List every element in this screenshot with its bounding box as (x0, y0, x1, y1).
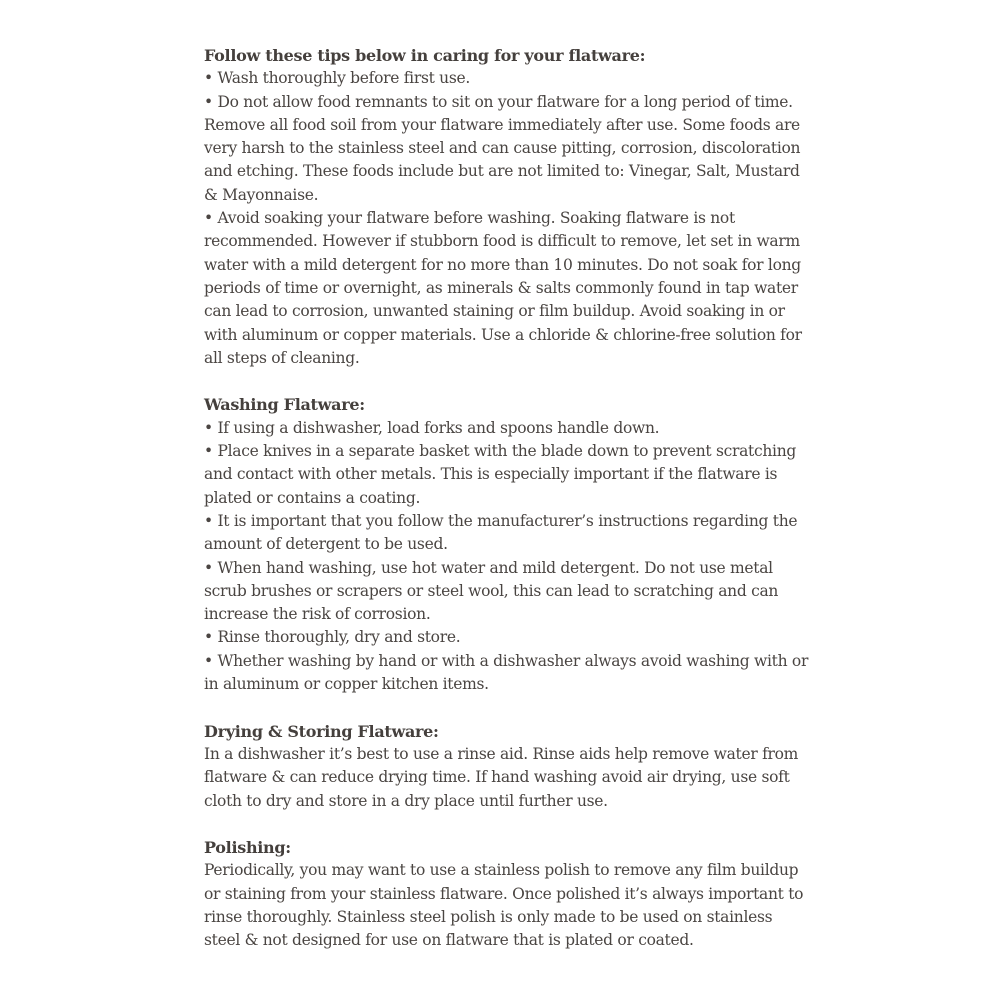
paragraph: Periodically, you may want to use a stainless polish to remove any film buildup or staining from your stainless flatware. Once polished it’s always important to rinse thoroughly. Stainless steel polish is only made to be used on stainless steel & not designed for use on flatware that is plated or coated. (204, 861, 804, 950)
bullet-item: • Avoid soaking your flatware before washing. Soaking flatware is not recommended. However if stubborn food is difficult to remove, let set in warm water with a mild detergent for no more than 10 minutes. Do not soak for long periods of time or overnight, as minerals & salts commonly found in tap water can lead to corrosion, unwanted staining or film buildup. Avoid soaking in or with aluminum or copper materials. Use a chloride & chlorine-free solution for all steps of cleaning. (204, 209, 802, 367)
section-heading: Washing Flatware: (204, 395, 365, 415)
bullet-item: • Whether washing by hand or with a dishwasher always avoid washing with or in aluminum or copper kitchen items. (204, 651, 809, 694)
care-section (204, 44, 810, 370)
bullet-item: • Rinse thoroughly, dry and store. (204, 628, 461, 647)
care-section (204, 836, 810, 952)
bullet-item: • If using a dishwasher, load forks and spoons handle down. (204, 418, 660, 437)
bullet-item: • Place knives in a separate basket with the blade down to prevent scratching and contact with other metals. This is especially important if the flatware is plated or contains a coating. (204, 442, 797, 507)
bullet-item: • Do not allow food remnants to sit on your flatware for a long period of time. Remove all food soil from your flatware immediately after use. Some foods are very harsh to the stainless steel and can cause pitting, corrosion, discoloration and etching. These foods include but are not limited to: Vinegar, Salt, Mustard & Mayonnaise. (204, 92, 801, 204)
flatware-care-document (204, 44, 810, 953)
bullet-item: • Wash thoroughly before first use. (204, 69, 470, 88)
care-section (204, 720, 810, 813)
paragraph: In a dishwasher it’s best to use a rinse aid. Rinse aids help remove water from flatware & can reduce drying time. If hand washing avoid air drying, use soft cloth to dry and store in a dry place until further use. (204, 744, 799, 810)
section-heading: Polishing: (204, 838, 291, 858)
care-section (204, 393, 810, 696)
bullet-item: • It is important that you follow the manufacturer’s instructions regarding the amount of detergent to be used. (204, 511, 798, 554)
bullet-item: • When hand washing, use hot water and mild detergent. Do not use metal scrub brushes or scrapers or steel wool, this can lead to scratching and can increase the risk of corrosion. (204, 558, 779, 624)
section-heading: Follow these tips below in caring for your flatware: (204, 46, 646, 65)
section-heading: Drying & Storing Flatware: (204, 721, 439, 741)
